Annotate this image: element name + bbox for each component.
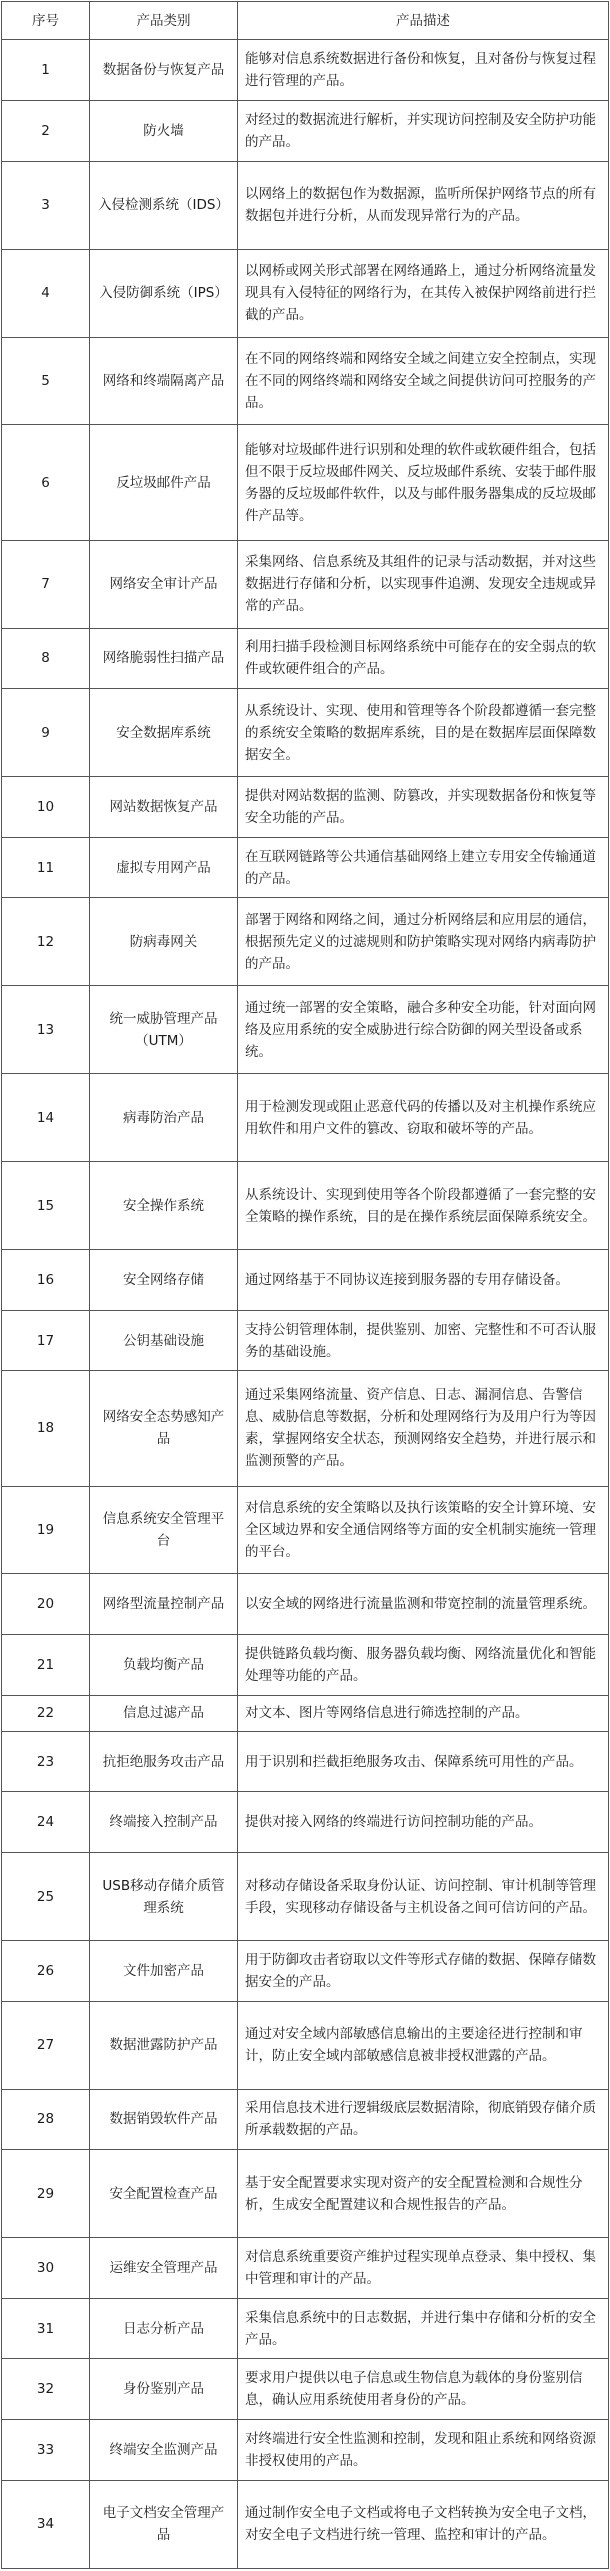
cell-no: 22 (2, 1695, 90, 1731)
cell-category: 反垃圾邮件产品 (90, 425, 238, 540)
cell-description: 能够对垃圾邮件进行识别和处理的软件或软硬件组合，包括但不限于反垃圾邮件网关、反垃圾邮件系统、安装于邮件服务器的反垃圾邮件软件，以及与邮件服务器集成的反垃圾邮件产品等。 (238, 425, 609, 540)
cell-no: 5 (2, 337, 90, 425)
cell-description: 对移动存储设备采取身份认证、访问控制、审计机制等管理手段，实现移动存储设备与主机设备之间可信访问的产品。 (238, 1853, 609, 1941)
table-row (2, 1695, 609, 1731)
cell-no: 1 (2, 40, 90, 101)
cell-description: 采集网络、信息系统及其组件的记录与活动数据，并对这些数据进行存储和分析，以实现事件追溯、发现安全违规或异常的产品。 (238, 540, 609, 628)
cell-description: 从系统设计、实现、使用和管理等各个阶段都遵循一套完整的系统安全策略的数据库系统，目的是在数据库层面保障数据安全。 (238, 689, 609, 777)
cell-category: 网络脆弱性扫描产品 (90, 628, 238, 689)
cell-description: 支持公钥管理体制，提供鉴别、加密、完整性和不可否认服务的基础设施。 (238, 1310, 609, 1371)
cell-category: 公钥基础设施 (90, 1310, 238, 1371)
table-row (2, 1074, 609, 1162)
table-row (2, 101, 609, 162)
table-row (2, 628, 609, 689)
table-row (2, 1162, 609, 1250)
product-table (1, 1, 609, 2569)
cell-no: 25 (2, 1853, 90, 1941)
cell-no: 33 (2, 2420, 90, 2481)
cell-no: 31 (2, 2298, 90, 2359)
cell-no: 6 (2, 425, 90, 540)
table-row (2, 898, 609, 986)
cell-category: 身份鉴别产品 (90, 2359, 238, 2420)
table-row (2, 1792, 609, 1853)
cell-description: 在互联网链路等公共通信基础网络上建立专用安全传输通道的产品。 (238, 837, 609, 898)
cell-category: 运维安全管理产品 (90, 2238, 238, 2299)
cell-no: 28 (2, 2089, 90, 2150)
cell-category: 网络型流量控制产品 (90, 1574, 238, 1635)
cell-no: 17 (2, 1310, 90, 1371)
cell-description: 用于防御攻击者窃取以文件等形式存储的数据、保障存储数据安全的产品。 (238, 1940, 609, 2001)
cell-category: 负载均衡产品 (90, 1635, 238, 1696)
cell-category: 安全配置检查产品 (90, 2150, 238, 2238)
cell-description: 提供链路负载均衡、服务器负载均衡、网络流量优化和智能处理等功能的产品。 (238, 1635, 609, 1696)
cell-description: 通过对安全域内部敏感信息输出的主要途径进行控制和审计，防止安全域内部敏感信息被非授权泄露的产品。 (238, 2001, 609, 2089)
cell-description: 对经过的数据流进行解析，并实现访问控制及安全防护功能的产品。 (238, 101, 609, 162)
cell-no: 13 (2, 986, 90, 1074)
cell-description: 采用信息技术进行逻辑级底层数据清除，彻底销毁存储介质所承载数据的产品。 (238, 2089, 609, 2150)
table-row (2, 837, 609, 898)
table-row (2, 2359, 609, 2420)
cell-category: 安全操作系统 (90, 1162, 238, 1250)
table-row (2, 2001, 609, 2089)
cell-no: 14 (2, 1074, 90, 1162)
cell-category: 病毒防治产品 (90, 1074, 238, 1162)
cell-description: 以网桥或网关形式部署在网络通路上，通过分析网络流量发现具有入侵特征的网络行为，在其传入被保护网络前进行拦截的产品。 (238, 249, 609, 337)
cell-description: 采集信息系统中的日志数据，并进行集中存储和分析的安全产品。 (238, 2298, 609, 2359)
cell-category: 虚拟专用网产品 (90, 837, 238, 898)
cell-no: 24 (2, 1792, 90, 1853)
cell-no: 4 (2, 249, 90, 337)
cell-description: 对终端进行安全性监测和控制，发现和阻止系统和网络资源非授权使用的产品。 (238, 2420, 609, 2481)
cell-description: 以网络上的数据包作为数据源，监听所保护网络节点的所有数据包并进行分析，从而发现异常行为的产品。 (238, 161, 609, 249)
cell-no: 3 (2, 161, 90, 249)
cell-category: 统一威胁管理产品（UTM） (90, 986, 238, 1074)
cell-category: 网络安全态势感知产品 (90, 1371, 238, 1486)
header-no: 序号 (2, 2, 90, 40)
table-row (2, 689, 609, 777)
cell-description: 以安全域的网络进行流量监测和带宽控制的流量管理系统。 (238, 1574, 609, 1635)
table-row (2, 1940, 609, 2001)
cell-category: 防火墙 (90, 101, 238, 162)
cell-description: 用于检测发现或阻止恶意代码的传播以及对主机操作系统应用软件和用户文件的篡改、窃取和破坏等的产品。 (238, 1074, 609, 1162)
table-row (2, 1731, 609, 1792)
cell-description: 提供对网站数据的监测、防篡改，并实现数据备份和恢复等安全功能的产品。 (238, 777, 609, 838)
cell-description: 在不同的网络终端和网络安全域之间建立安全控制点，实现在不同的网络终端和网络安全域之间提供访问可控服务的产品。 (238, 337, 609, 425)
cell-no: 34 (2, 2480, 90, 2568)
table-row (2, 2480, 609, 2568)
cell-description: 通过网络基于不同协议连接到服务器的专用存储设备。 (238, 1250, 609, 1311)
cell-category: 网站数据恢复产品 (90, 777, 238, 838)
cell-category: 信息系统安全管理平台 (90, 1486, 238, 1574)
header-category: 产品类别 (90, 2, 238, 40)
cell-category: 信息过滤产品 (90, 1695, 238, 1731)
cell-category: 网络和终端隔离产品 (90, 337, 238, 425)
cell-description: 利用扫描手段检测目标网络系统中可能存在的安全弱点的软件或软硬件组合的产品。 (238, 628, 609, 689)
cell-category: 日志分析产品 (90, 2298, 238, 2359)
cell-category: 文件加密产品 (90, 1940, 238, 2001)
cell-category: USB移动存储介质管理系统 (90, 1853, 238, 1941)
cell-description: 对文本、图片等网络信息进行筛选控制的产品。 (238, 1695, 609, 1731)
table-row (2, 2298, 609, 2359)
cell-category: 数据销毁软件产品 (90, 2089, 238, 2150)
cell-category: 网络安全审计产品 (90, 540, 238, 628)
header-description: 产品描述 (238, 2, 609, 40)
table-row (2, 1574, 609, 1635)
cell-no: 12 (2, 898, 90, 986)
cell-no: 7 (2, 540, 90, 628)
cell-no: 21 (2, 1635, 90, 1696)
table-row (2, 540, 609, 628)
cell-description: 对信息系统重要资产维护过程实现单点登录、集中授权、集中管理和审计的产品。 (238, 2238, 609, 2299)
cell-description: 通过采集网络流量、资产信息、日志、漏洞信息、告警信息、威胁信息等数据，分析和处理网络行为及用户行为等因素，掌握网络安全状态，预测网络安全趋势，并进行展示和监测预警的产品。 (238, 1371, 609, 1486)
table-row (2, 337, 609, 425)
cell-description: 部署于网络和网络之间，通过分析网络层和应用层的通信，根据预先定义的过滤规则和防护策略实现对网络内病毒防护的产品。 (238, 898, 609, 986)
table-row (2, 249, 609, 337)
table-row (2, 1310, 609, 1371)
cell-description: 能够对信息系统数据进行备份和恢复，且对备份与恢复过程进行管理的产品。 (238, 40, 609, 101)
cell-category: 数据备份与恢复产品 (90, 40, 238, 101)
cell-no: 20 (2, 1574, 90, 1635)
cell-description: 要求用户提供以电子信息或生物信息为载体的身份鉴别信息，确认应用系统使用者身份的产品。 (238, 2359, 609, 2420)
table-row (2, 161, 609, 249)
cell-description: 对信息系统的安全策略以及执行该策略的安全计算环境、安全区域边界和安全通信网络等方面的安全机制实施统一管理的平台。 (238, 1486, 609, 1574)
cell-no: 10 (2, 777, 90, 838)
table-row (2, 1853, 609, 1941)
cell-no: 18 (2, 1371, 90, 1486)
cell-no: 32 (2, 2359, 90, 2420)
cell-description: 提供对接入网络的终端进行访问控制功能的产品。 (238, 1792, 609, 1853)
header-row (2, 2, 609, 40)
table-row (2, 986, 609, 1074)
cell-no: 23 (2, 1731, 90, 1792)
cell-category: 数据泄露防护产品 (90, 2001, 238, 2089)
table-row (2, 1486, 609, 1574)
cell-category: 抗拒绝服务攻击产品 (90, 1731, 238, 1792)
table-row (2, 425, 609, 540)
cell-no: 19 (2, 1486, 90, 1574)
cell-category: 安全数据库系统 (90, 689, 238, 777)
cell-no: 2 (2, 101, 90, 162)
cell-category: 电子文档安全管理产品 (90, 2480, 238, 2568)
table-row (2, 2089, 609, 2150)
cell-no: 11 (2, 837, 90, 898)
cell-no: 15 (2, 1162, 90, 1250)
cell-description: 通过统一部署的安全策略，融合多种安全功能，针对面向网络及应用系统的安全威胁进行综合防御的网关型设备或系统。 (238, 986, 609, 1074)
table-body (2, 2, 609, 2569)
cell-description: 从系统设计、实现到使用等各个阶段都遵循了一套完整的安全策略的操作系统，目的是在操作系统层面保障系统安全。 (238, 1162, 609, 1250)
cell-no: 9 (2, 689, 90, 777)
cell-no: 29 (2, 2150, 90, 2238)
table-row (2, 777, 609, 838)
table-row (2, 1635, 609, 1696)
table-row (2, 1371, 609, 1486)
cell-description: 通过制作安全电子文档或将电子文档转换为安全电子文档，对安全电子文档进行统一管理、监控和审计的产品。 (238, 2480, 609, 2568)
table-row (2, 40, 609, 101)
cell-no: 16 (2, 1250, 90, 1311)
cell-description: 用于识别和拦截拒绝服务攻击、保障系统可用性的产品。 (238, 1731, 609, 1792)
cell-description: 基于安全配置要求实现对资产的安全配置检测和合规性分析，生成安全配置建议和合规性报告的产品。 (238, 2150, 609, 2238)
cell-category: 安全网络存储 (90, 1250, 238, 1311)
cell-no: 8 (2, 628, 90, 689)
table-row (2, 2420, 609, 2481)
cell-category: 防病毒网关 (90, 898, 238, 986)
cell-category: 入侵检测系统（IDS） (90, 161, 238, 249)
cell-category: 终端安全监测产品 (90, 2420, 238, 2481)
cell-category: 终端接入控制产品 (90, 1792, 238, 1853)
cell-no: 27 (2, 2001, 90, 2089)
table-row (2, 2150, 609, 2238)
table-row (2, 2238, 609, 2299)
table-row (2, 1250, 609, 1311)
cell-no: 26 (2, 1940, 90, 2001)
cell-no: 30 (2, 2238, 90, 2299)
cell-category: 入侵防御系统（IPS） (90, 249, 238, 337)
